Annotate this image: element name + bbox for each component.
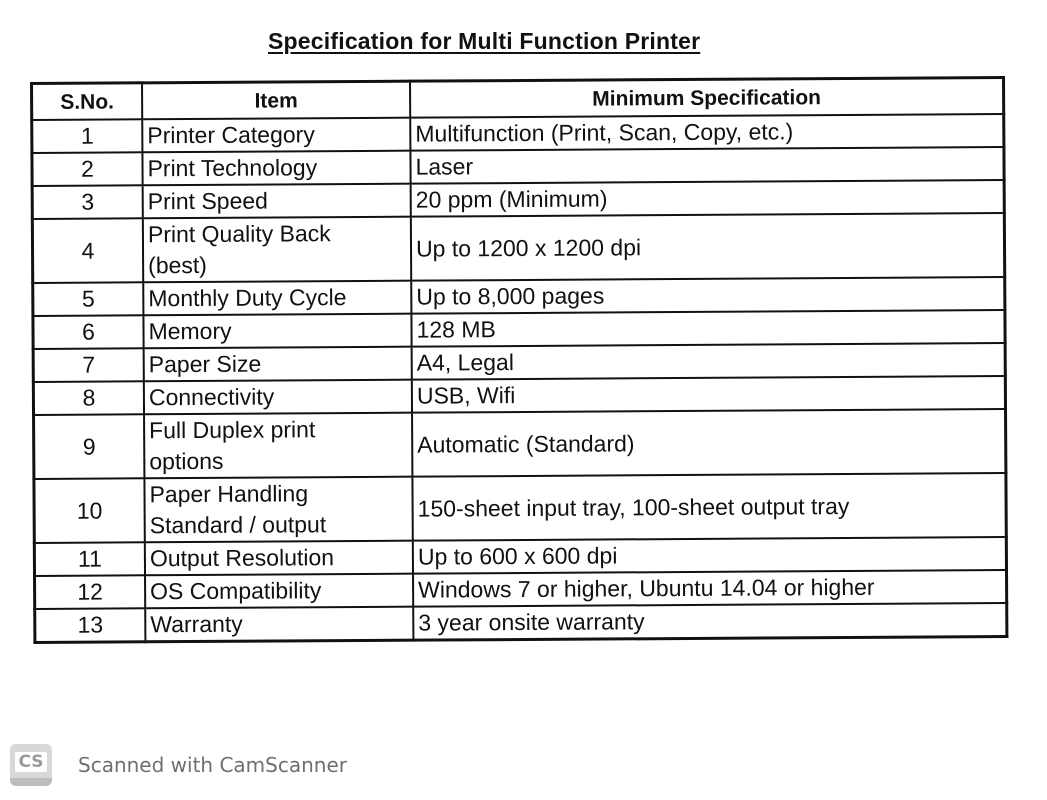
cell-sno: 3 [32, 185, 143, 219]
cell-spec: Multifunction (Print, Scan, Copy, etc.) [410, 114, 1004, 151]
cell-sno: 6 [33, 315, 144, 349]
cell-spec: Up to 600 x 600 dpi [413, 537, 1007, 574]
cell-sno: 8 [33, 381, 144, 415]
cell-sno: 1 [32, 119, 143, 153]
cell-item: Connectivity [144, 380, 412, 415]
cell-item-line2: (best) [148, 251, 207, 279]
cell-spec: Up to 1200 x 1200 dpi [411, 213, 1005, 281]
table-row [35, 603, 1007, 642]
cell-sno: 2 [32, 152, 143, 186]
specification-table [30, 76, 1008, 644]
cell-item [143, 217, 411, 283]
cell-spec: A4, Legal [412, 343, 1006, 380]
cell-item: Output Resolution [145, 541, 413, 576]
cell-spec: USB, Wifi [412, 376, 1006, 413]
cell-spec: Windows 7 or higher, Ubuntu 14.04 or higher [413, 570, 1007, 607]
header-sno: S.No. [32, 83, 143, 120]
cell-item-line1: Full Duplex print [149, 416, 316, 444]
cell-item: OS Compatibility [145, 574, 413, 609]
cell-spec: Automatic (Standard) [412, 409, 1006, 477]
cell-spec: Up to 8,000 pages [411, 277, 1005, 314]
cell-sno: 5 [33, 282, 144, 316]
document-title: Specification for Multi Function Printer [268, 28, 701, 54]
cell-item: Print Technology [142, 151, 410, 186]
cell-sno: 13 [35, 608, 146, 642]
table-row [34, 409, 1006, 479]
cell-item-line2: options [149, 447, 224, 475]
table-header-row [32, 78, 1004, 120]
cell-item [144, 413, 412, 479]
cell-sno: 12 [35, 575, 146, 609]
cell-item: Monthly Duty Cycle [143, 281, 411, 316]
cell-item: Print Speed [143, 184, 411, 219]
cell-spec: 128 MB [411, 310, 1005, 347]
table-row [32, 213, 1004, 283]
scanner-watermark [10, 744, 347, 786]
cell-sno: 11 [34, 542, 145, 576]
cell-sno: 9 [34, 414, 145, 479]
cell-spec: 3 year onsite warranty [413, 603, 1007, 640]
cell-spec: 20 ppm (Minimum) [411, 180, 1005, 217]
cell-item: Printer Category [142, 118, 410, 153]
cell-item-line1: Print Quality Back [147, 220, 331, 248]
table-row [34, 473, 1006, 543]
watermark-text: Scanned with CamScanner [78, 753, 347, 777]
header-spec: Minimum Specification [410, 78, 1004, 118]
cell-item: Memory [143, 314, 411, 349]
camscanner-logo-icon [10, 744, 52, 786]
cell-sno: 10 [34, 478, 145, 543]
cell-item: Paper Size [144, 347, 412, 382]
cell-spec: Laser [410, 147, 1004, 184]
cell-spec: 150-sheet input tray, 100-sheet output tray [412, 473, 1006, 541]
header-item: Item [142, 81, 410, 119]
cell-item [144, 477, 412, 543]
cell-item-line1: Paper Handling [149, 480, 309, 508]
cell-item: Warranty [145, 607, 413, 642]
logo-text: CS [15, 752, 46, 772]
cell-item-line2: Standard / output [149, 511, 327, 539]
cell-sno: 7 [33, 348, 144, 382]
cell-sno: 4 [32, 218, 143, 283]
